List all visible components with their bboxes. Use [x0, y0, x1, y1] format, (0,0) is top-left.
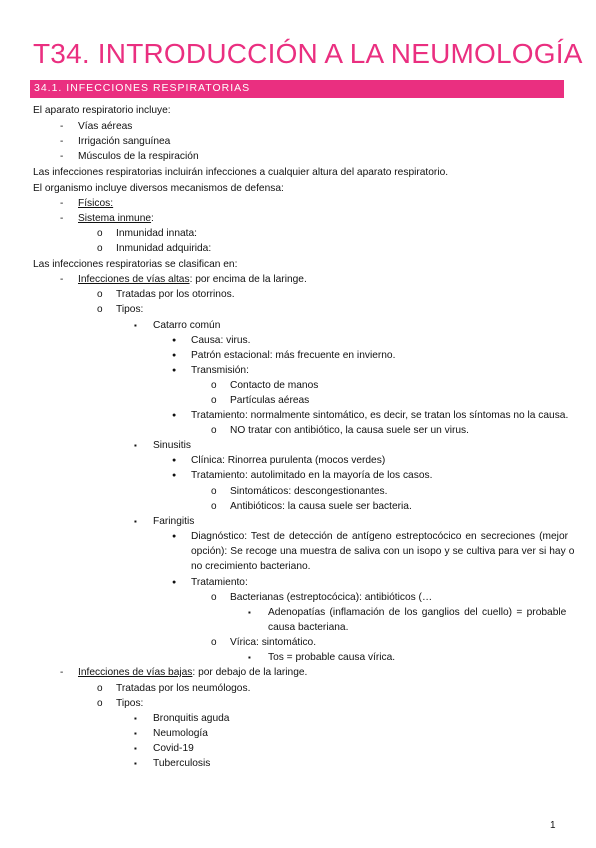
list-item: NO tratar con antibiótico, la causa suele ser un virus. — [230, 425, 469, 436]
underlined-term: Infecciones de vías altas — [78, 274, 190, 285]
colon: : — [151, 213, 154, 224]
text-span: : por debajo de la laringe. — [192, 667, 308, 678]
bullet-marker: ● — [172, 367, 177, 374]
list-item: Tipos: — [116, 698, 144, 709]
list-item: Bronquitis aguda — [153, 713, 230, 724]
list-item: Sinusitis — [153, 440, 191, 451]
square-marker: ▪ — [134, 517, 137, 526]
square-marker: ▪ — [134, 441, 137, 450]
dash-marker: - — [60, 213, 64, 224]
dash-marker: - — [60, 151, 64, 162]
list-item: Causa: virus. — [191, 335, 251, 346]
list-item: Tratamiento: — [191, 577, 248, 588]
underlined-term: Infecciones de vías bajas — [78, 667, 193, 678]
text-line: El aparato respiratorio incluye: — [33, 105, 171, 116]
circle-marker: o — [97, 683, 103, 694]
circle-marker: o — [211, 637, 217, 648]
dash-marker: - — [60, 136, 64, 147]
list-item: Patrón estacional: más frecuente en invierno. — [191, 350, 396, 361]
text-span: : por encima de la laringe. — [189, 274, 307, 285]
list-item: Sintomáticos: descongestionantes. — [230, 486, 388, 497]
list-item-continued: no crecimiento bacteriano. — [191, 561, 311, 572]
list-item: Tratamiento: normalmente sintomático, es decir, se tratan los síntomas no la causa. — [191, 410, 569, 421]
bullet-marker: ● — [172, 472, 177, 479]
list-item: Catarro común — [153, 320, 221, 331]
list-item: Adenopatías (inflamación de los ganglios del cuello) = probable — [268, 607, 567, 618]
underlined-term: Sistema inmune — [78, 213, 152, 224]
list-item — [78, 273, 307, 286]
section-title: 34.1. INFECCIONES RESPIRATORIAS — [34, 82, 251, 94]
bullet-marker: ● — [172, 533, 177, 540]
circle-marker: o — [211, 501, 217, 512]
section-header-bar — [30, 80, 564, 98]
circle-marker: o — [211, 425, 217, 436]
circle-marker: o — [211, 592, 217, 603]
dash-marker: - — [60, 198, 64, 209]
list-item: Faringitis — [153, 516, 195, 527]
list-item: Clínica: Rinorrea purulenta (mocos verdes) — [191, 455, 386, 466]
list-item: Tos = probable causa vírica. — [268, 652, 396, 663]
list-item: Tuberculosis — [153, 758, 211, 769]
square-marker: ▪ — [134, 321, 137, 330]
page-number: 1 — [550, 820, 556, 831]
bullet-marker: ● — [172, 412, 177, 419]
circle-marker: o — [97, 289, 103, 300]
circle-marker: o — [97, 698, 103, 709]
list-item: Vírica: sintomático. — [230, 637, 317, 648]
square-marker: ▪ — [134, 759, 137, 768]
list-item: Bacterianas (estreptocócica): antibióticos (… — [230, 592, 433, 603]
list-item: Tratadas por los otorrinos. — [116, 289, 235, 300]
list-item: Inmunidad innata: — [116, 228, 197, 239]
square-marker: ▪ — [248, 608, 251, 617]
text-line: Las infecciones respiratorias incluirán infecciones a cualquier altura del aparato respiratorio. — [33, 167, 449, 178]
list-item: Irrigación sanguínea — [78, 136, 171, 147]
dash-marker: - — [60, 121, 64, 132]
page-title: T34. INTRODUCCIÓN A LA NEUMOLOGÍA — [33, 38, 583, 69]
circle-marker: o — [97, 243, 103, 254]
list-item: Transmisión: — [191, 365, 249, 376]
list-item: Vías aéreas — [78, 121, 133, 132]
text-line: Las infecciones respiratorias se clasifican en: — [33, 259, 238, 270]
square-marker: ▪ — [134, 729, 137, 738]
list-item: Covid-19 — [153, 743, 194, 754]
list-item-continued: causa bacteriana. — [268, 622, 349, 633]
circle-marker: o — [211, 486, 217, 497]
circle-marker: o — [211, 395, 217, 406]
bullet-marker: ● — [172, 352, 177, 359]
list-item: Neumología — [153, 728, 208, 739]
list-item: Inmunidad adquirida: — [116, 243, 212, 254]
circle-marker: o — [97, 228, 103, 239]
list-item: Tratamiento: autolimitado en la mayoría de los casos. — [191, 470, 433, 481]
bullet-marker: ● — [172, 579, 177, 586]
circle-marker: o — [97, 304, 103, 315]
bullet-marker: ● — [172, 337, 177, 344]
bullet-marker: ● — [172, 457, 177, 464]
list-item — [78, 212, 154, 225]
circle-marker: o — [211, 380, 217, 391]
list-item — [78, 666, 307, 679]
list-item: Tipos: — [116, 304, 144, 315]
list-item: Físicos: — [78, 198, 114, 209]
square-marker: ▪ — [248, 653, 251, 662]
list-item-continued: opción): Se recoge una muestra de saliva con un isopo y se cultiva para ver si hay o — [191, 546, 575, 557]
list-item: Antibióticos: la causa suele ser bacteria. — [230, 501, 412, 512]
square-marker: ▪ — [134, 714, 137, 723]
dash-marker: - — [60, 667, 64, 678]
square-marker: ▪ — [134, 744, 137, 753]
text-line: El organismo incluye diversos mecanismos de defensa: — [33, 183, 284, 194]
list-item: Tratadas por los neumólogos. — [116, 683, 251, 694]
list-item: Contacto de manos — [230, 380, 319, 391]
list-item: Diagnóstico: Test de detección de antígeno estreptocócico en secreciones (mejor — [191, 531, 569, 542]
list-item: Músculos de la respiración — [78, 151, 199, 162]
list-item: Partículas aéreas — [230, 395, 310, 406]
dash-marker: - — [60, 274, 64, 285]
